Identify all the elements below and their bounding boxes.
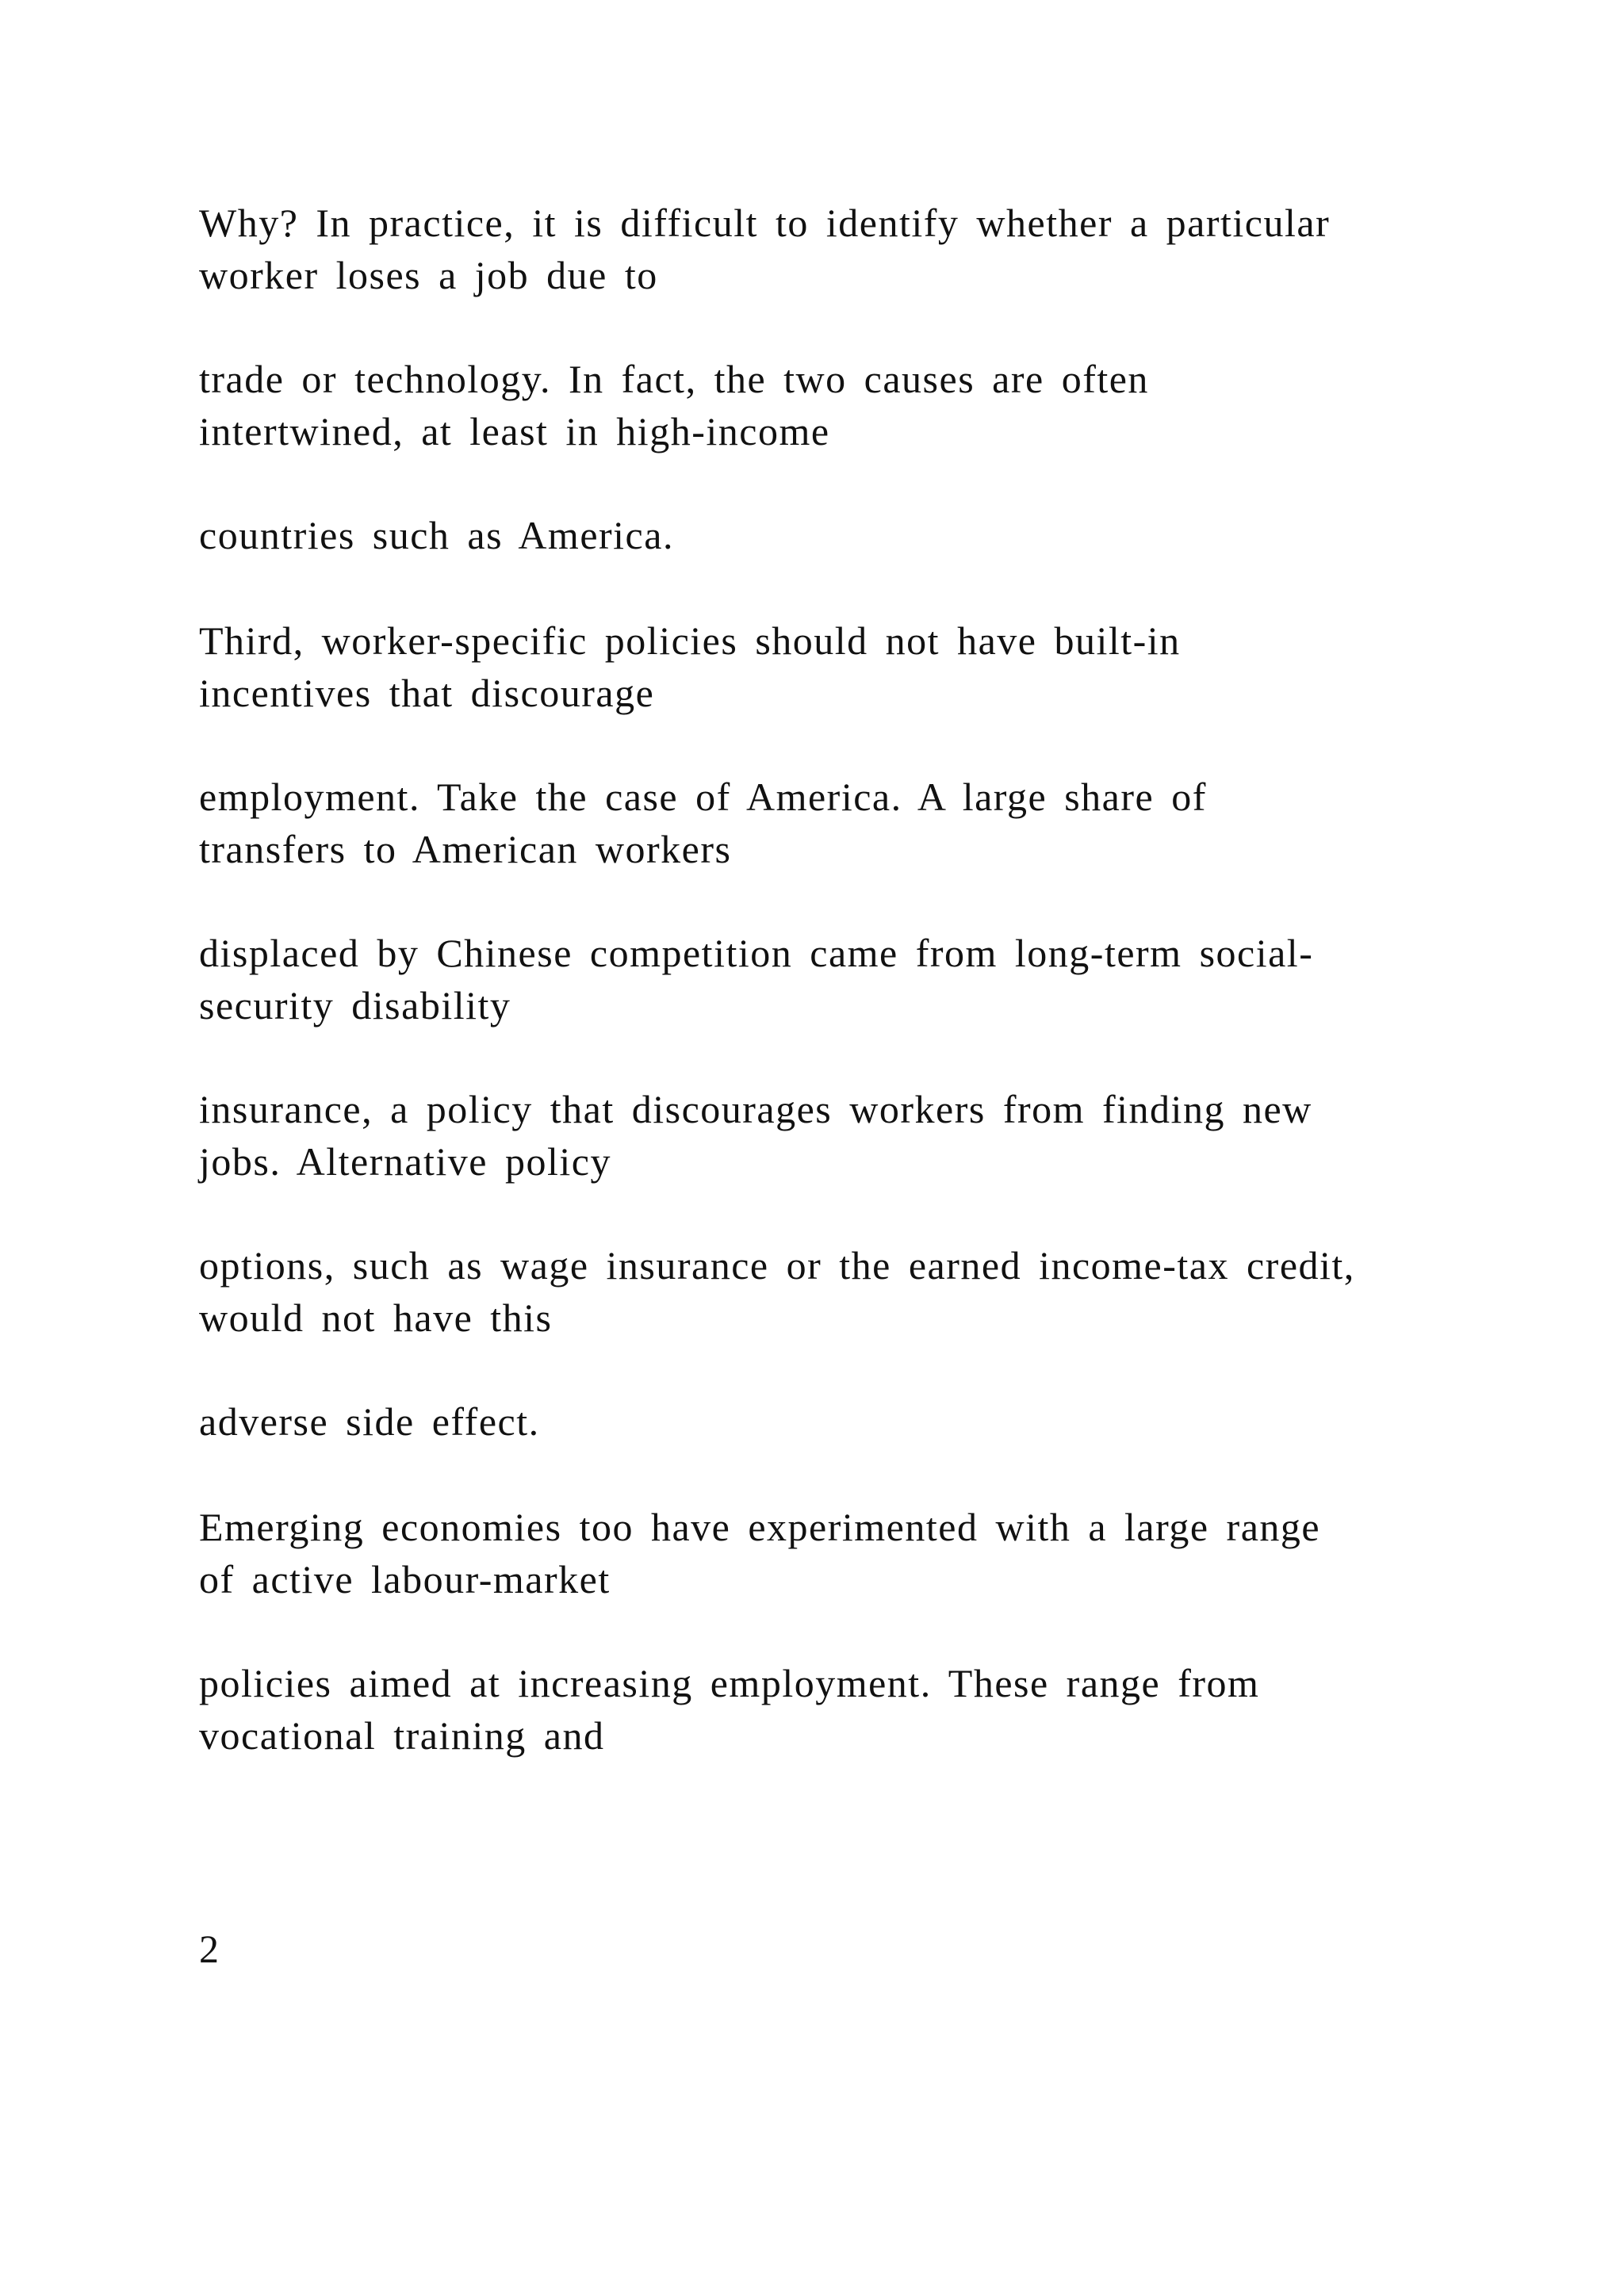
text-line: would not have this xyxy=(199,1295,553,1340)
text-line: security disability xyxy=(199,983,511,1027)
text-line: Why? In practice, it is difficult to identify whether a particular xyxy=(199,201,1331,245)
text-line: intertwined, at least in high-income xyxy=(199,409,830,453)
paragraph xyxy=(199,1239,1547,1344)
text-line: adverse side effect. xyxy=(199,1399,540,1444)
paragraph xyxy=(199,614,1547,719)
paragraph xyxy=(199,509,1547,561)
text-line: Third, worker-specific policies should not have built-in xyxy=(199,618,1181,663)
page-number: 2 xyxy=(199,1927,219,1971)
text-line: worker loses a job due to xyxy=(199,253,658,297)
text-line: trade or technology. In fact, the two causes are often xyxy=(199,357,1149,401)
text-line: employment. Take the case of America. A large share of xyxy=(199,775,1207,819)
text-line: of active labour-market xyxy=(199,1557,611,1601)
paragraph xyxy=(199,1395,1547,1448)
text-line: countries such as America. xyxy=(199,513,674,557)
paragraph xyxy=(199,197,1547,301)
text-line: vocational training and xyxy=(199,1713,605,1758)
text-line: policies aimed at increasing employment. These range from xyxy=(199,1661,1260,1705)
text-line: options, such as wage insurance or the earned income-tax credit, xyxy=(199,1243,1355,1288)
paragraph xyxy=(199,1501,1547,1605)
paragraph xyxy=(199,1657,1547,1762)
text-line: insurance, a policy that discourages workers from finding new xyxy=(199,1087,1312,1131)
paragraph xyxy=(199,771,1547,875)
text-line: jobs. Alternative policy xyxy=(199,1139,611,1184)
text-line: displaced by Chinese competition came from long-term social- xyxy=(199,931,1314,975)
paragraph xyxy=(199,353,1547,457)
text-line: Emerging economies too have experimented with a large range xyxy=(199,1505,1321,1549)
paragraph xyxy=(199,1083,1547,1188)
paragraph xyxy=(199,927,1547,1031)
text-line: transfers to American workers xyxy=(199,827,732,871)
text-line: incentives that discourage xyxy=(199,671,655,715)
